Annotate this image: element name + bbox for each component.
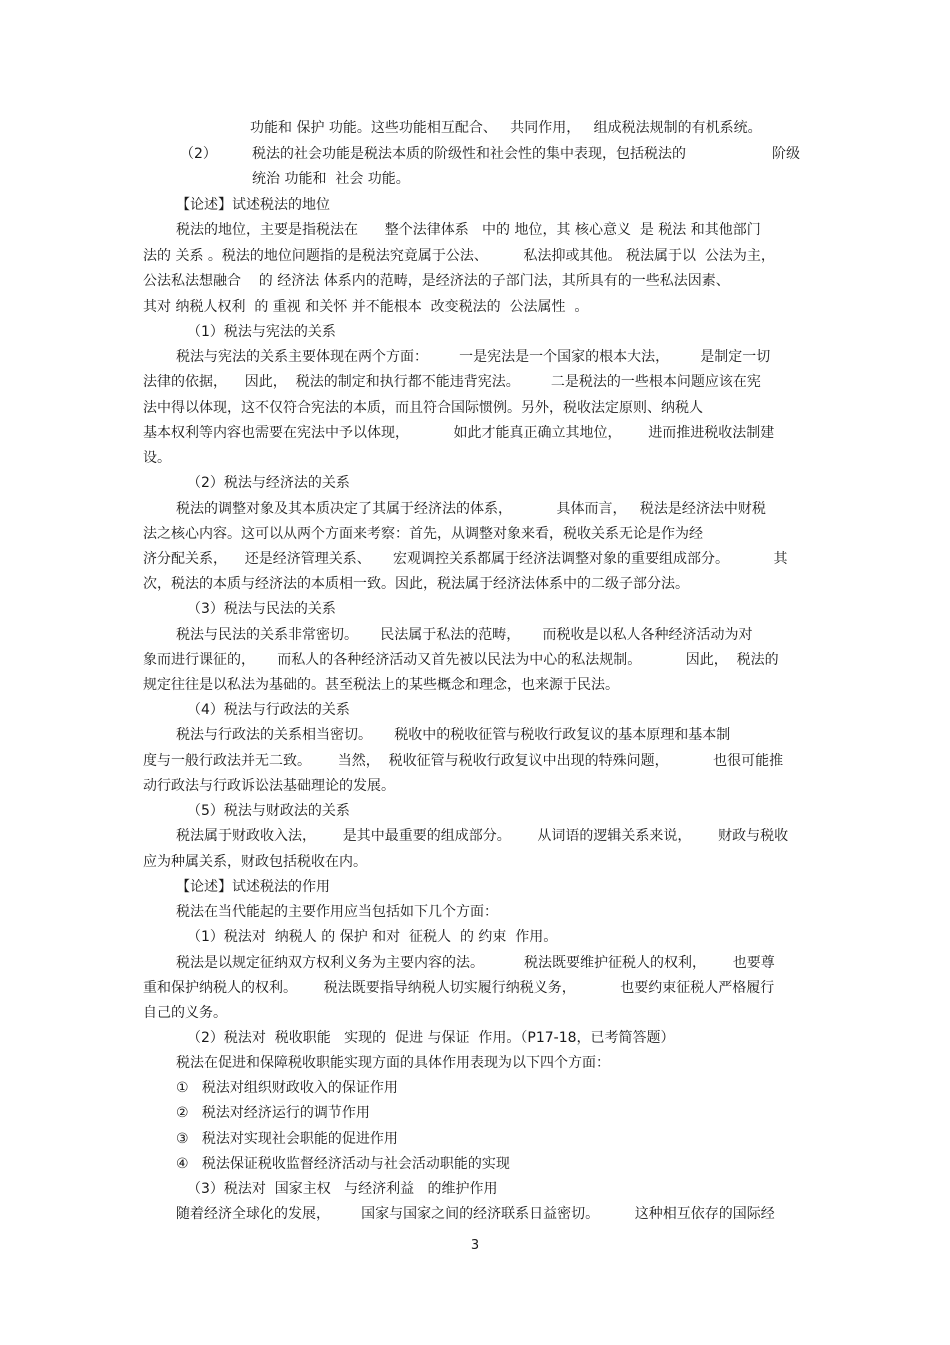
text-line: 自己的义务。 <box>143 1005 227 1021</box>
text-line: 规定往往是以私法为基础的。甚至税法上的某些概念和理念，也来源于民法。 <box>143 677 619 693</box>
text-line: 公法私法想融合 的 经济法 体系内的范畴，是经济法的子部门法，其所具有的一些私法因素、 <box>143 273 730 289</box>
subsection-heading: （4）税法与行政法的关系 <box>187 702 350 718</box>
text-line: 税法属于财政收入法， 是其中最重要的组成部分。 从词语的逻辑关系来说， 财政与税收 <box>176 828 789 844</box>
list-number: （2） <box>180 146 217 162</box>
text-line: 税法的社会功能是税法本质的阶级性和社会性的集中表现，包括税法的 <box>252 146 686 162</box>
text-line: 度与一般行政法并无二致。 当然， 税收征管与税收行政复议中出现的特殊问题， 也很可能推 <box>143 753 784 769</box>
text-line: 税法在当代能起的主要作用应当包括如下几个方面： <box>176 904 498 920</box>
text-line: 法之核心内容。这可以从两个方面来考察：首先，从调整对象来看，税收关系无论是作为经 <box>143 526 703 542</box>
page-number: 3 <box>470 1238 480 1253</box>
subsection-heading: （5）税法与财政法的关系 <box>187 803 350 819</box>
text-line: 应为种属关系，财政包括税收在内。 <box>143 854 367 870</box>
text-line: 税法在促进和保障税收职能实现方面的具体作用表现为以下四个方面： <box>176 1055 610 1071</box>
list-item: ① 税法对组织财政收入的保证作用 <box>176 1080 398 1096</box>
subsection-heading: （3）税法与民法的关系 <box>187 601 336 617</box>
text-line: 税法与行政法的关系相当密切。 税收中的税收征管与税收行政复议的基本原理和基本制 <box>176 727 731 743</box>
section-heading: 【论述】试述税法的地位 <box>176 197 330 213</box>
list-item: ② 税法对经济运行的调节作用 <box>176 1105 370 1121</box>
text-line: 税法与民法的关系非常密切。 民法属于私法的范畴， 而税收是以私人各种经济活动为对 <box>176 627 753 643</box>
text-line: 重和保护纳税人的权利。 税法既要指导纳税人切实履行纳税义务， 也要约束征税人严格履行 <box>143 980 775 996</box>
text-line: 设。 <box>143 450 171 466</box>
text-line: 税法的调整对象及其本质决定了其属于经济法的体系， 具体而言， 税法是经济法中财税 <box>176 501 766 517</box>
text-line: 象而进行课征的， 而私人的各种经济活动又首先被以民法为中心的私法规制。 因此， 税法的 <box>143 652 779 668</box>
text-line: 动行政法与行政诉讼法基础理论的发展。 <box>143 778 395 794</box>
text-line: 功能和 保护 功能。这些功能相互配合、 共同作用， 组成税法规制的有机系统。 <box>250 120 762 136</box>
text-line: 法中得以体现，这不仅符合宪法的本质，而且符合国际惯例。另外，税收法定原则、纳税人 <box>143 400 703 416</box>
text-line: 济分配关系， 还是经济管理关系、 宏观调控关系都属于经济法调整对象的重要组成部分。 其 <box>143 551 788 567</box>
section-heading: 【论述】试述税法的作用 <box>176 879 330 895</box>
text-line: 阶级 <box>772 146 800 162</box>
text-line: 法的 关系 。税法的地位问题指的是税法究竟属于公法、 私法抑或其他。 税法属于以 公法为主， <box>143 248 775 264</box>
text-line: 法律的依据， 因此， 税法的制定和执行都不能违背宪法。 二是税法的一些根本问题应该在宪 <box>143 374 761 390</box>
list-item: ④ 税法保证税收监督经济活动与社会活动职能的实现 <box>176 1156 510 1172</box>
text-line: 统治 功能和 社会 功能。 <box>252 171 410 187</box>
text-line: 税法与宪法的关系主要体现在两个方面： 一是宪法是一个国家的根本大法， 是制定一切 <box>176 349 771 365</box>
list-item: ③ 税法对实现社会职能的促进作用 <box>176 1131 398 1147</box>
text-line: 其对 纳税人权利 的 重视 和关怀 并不能根本 改变税法的 公法属性 。 <box>143 299 589 315</box>
subsection-heading: （1）税法与宪法的关系 <box>187 324 336 340</box>
text-line: 基本权利等内容也需要在宪法中予以体现， 如此才能真正确立其地位， 进而推进税收法制建 <box>143 425 775 441</box>
text-line: 税法的地位，主要是指税法在 整个法律体系 中的 地位，其 核心意义 是 税法 和其他部门 <box>176 222 761 238</box>
text-line: 随着经济全球化的发展， 国家与国家之间的经济联系日益密切。 这种相互依存的国际经 <box>176 1206 775 1222</box>
text-line: 次，税法的本质与经济法的本质相一致。因此，税法属于经济法体系中的二级子部分法。 <box>143 576 689 592</box>
subsection-heading: （2）税法对 税收职能 实现的 促进 与保证 作用。（P17-18，已考简答题） <box>187 1030 675 1046</box>
subsection-heading: （2）税法与经济法的关系 <box>187 475 350 491</box>
subsection-heading: （3）税法对 国家主权 与经济利益 的维护作用 <box>187 1181 498 1197</box>
text-line: 税法是以规定征纳双方权利义务为主要内容的法。 税法既要维护征税人的权利， 也要尊 <box>176 955 775 971</box>
subsection-heading: （1）税法对 纳税人 的 保护 和对 征税人 的 约束 作用。 <box>187 929 558 945</box>
